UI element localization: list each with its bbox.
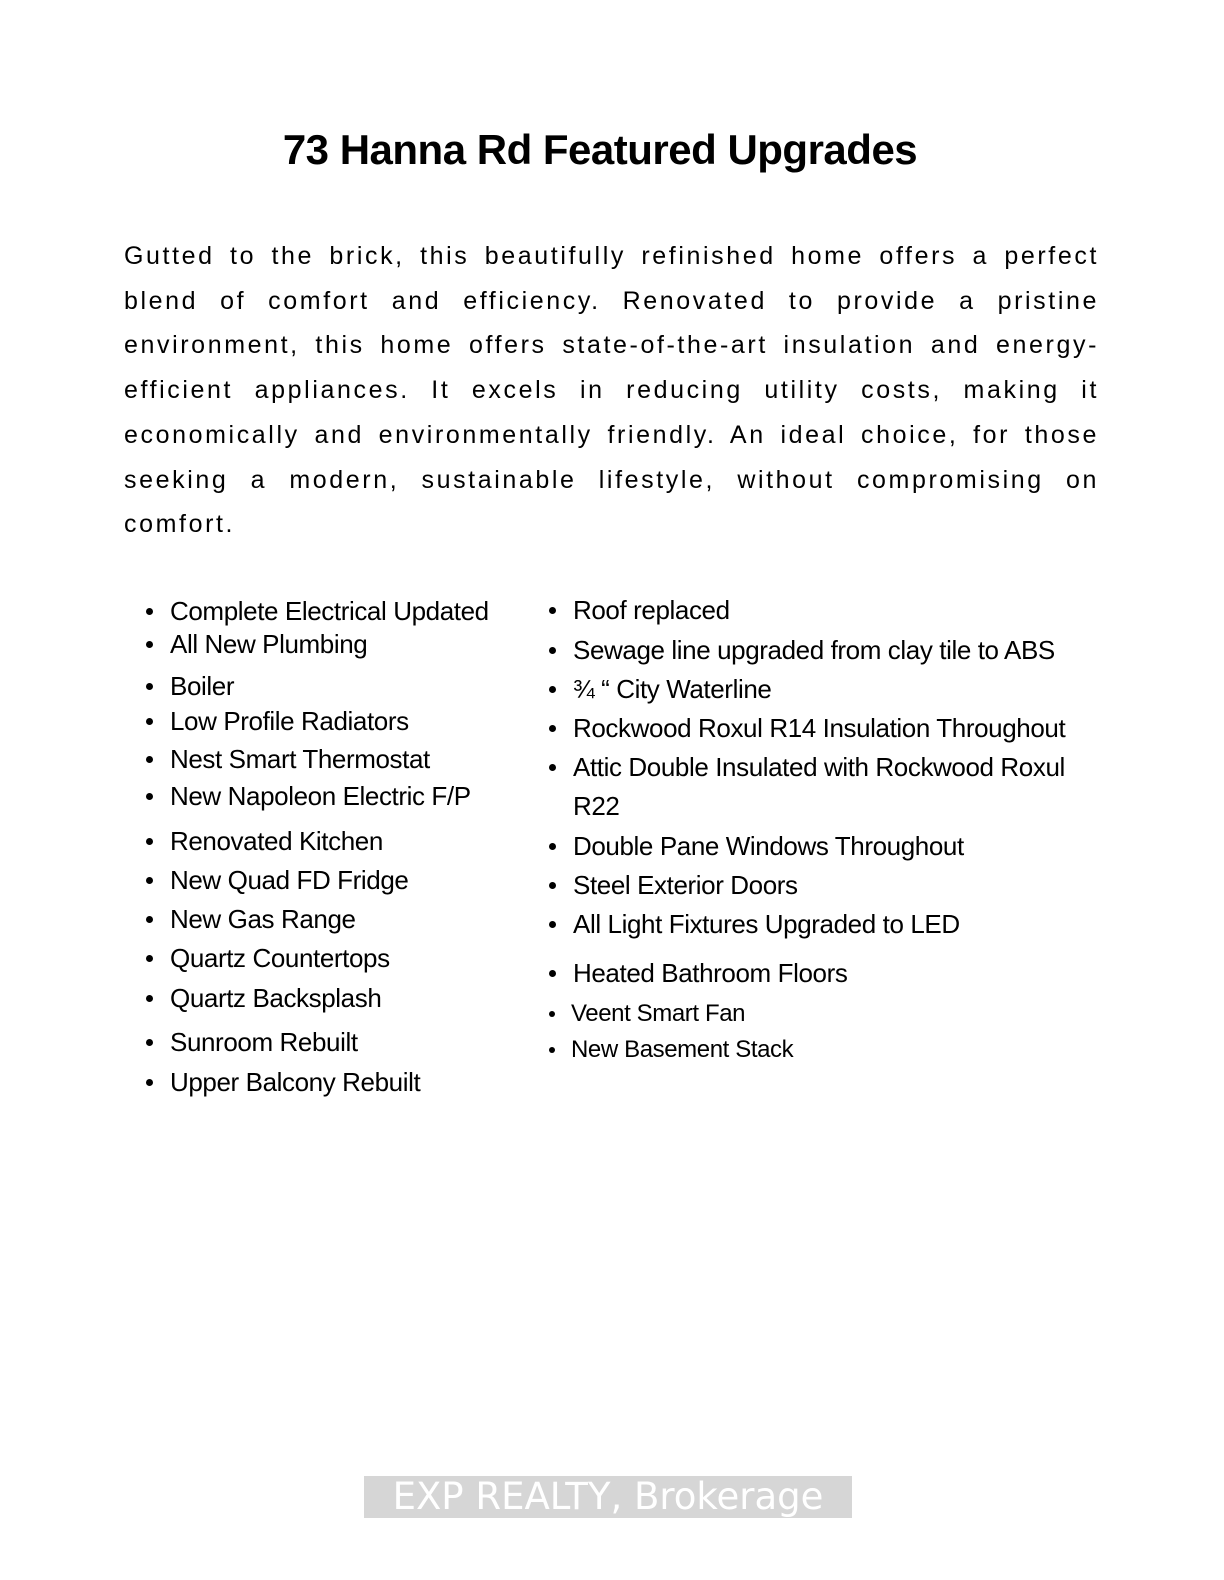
bullet-icon [549,647,556,654]
bullet-icon [146,718,153,725]
bullet-icon [146,608,153,615]
bullet-icon [146,641,153,648]
bullet-icon [146,838,153,845]
bullet-icon [549,1047,555,1053]
page-title: 73 Hanna Rd Featured Upgrades [282,126,918,173]
bullet-icon [146,1039,153,1046]
bullet-icon [549,764,556,771]
bullet-icon [146,793,153,800]
bullet-icon [146,877,153,884]
bullet-icon [549,1011,555,1017]
bullet-icon [549,970,556,977]
bullet-icon [146,756,153,763]
bullet-icon [549,882,556,889]
bullet-icon [549,843,556,850]
bullet-icon [146,995,153,1002]
bullet-icon [549,921,556,928]
brokerage-watermark: EXP REALTY, Brokerage [364,1476,852,1518]
intro-paragraph: Gutted to the brick, this beautifully refinished home offers a perfect blend of comfort and efficiency. Renovated to provide a pristine environment, this home offers state-of-the-art insulation and energy-efficient appliances. It excels in reducing utility costs, making it economically and environmentally friendly. An ideal choice, for those seeking a modern, sustainable lifestyle, without compromising on comfort. [124,242,1099,539]
bullet-icon [549,607,556,614]
bullet-icon [146,683,153,690]
bullet-icon [549,686,556,693]
bullet-icon [146,955,153,962]
bullet-icon [549,725,556,732]
bullet-icon [146,1079,153,1086]
bullet-icon [146,916,153,923]
